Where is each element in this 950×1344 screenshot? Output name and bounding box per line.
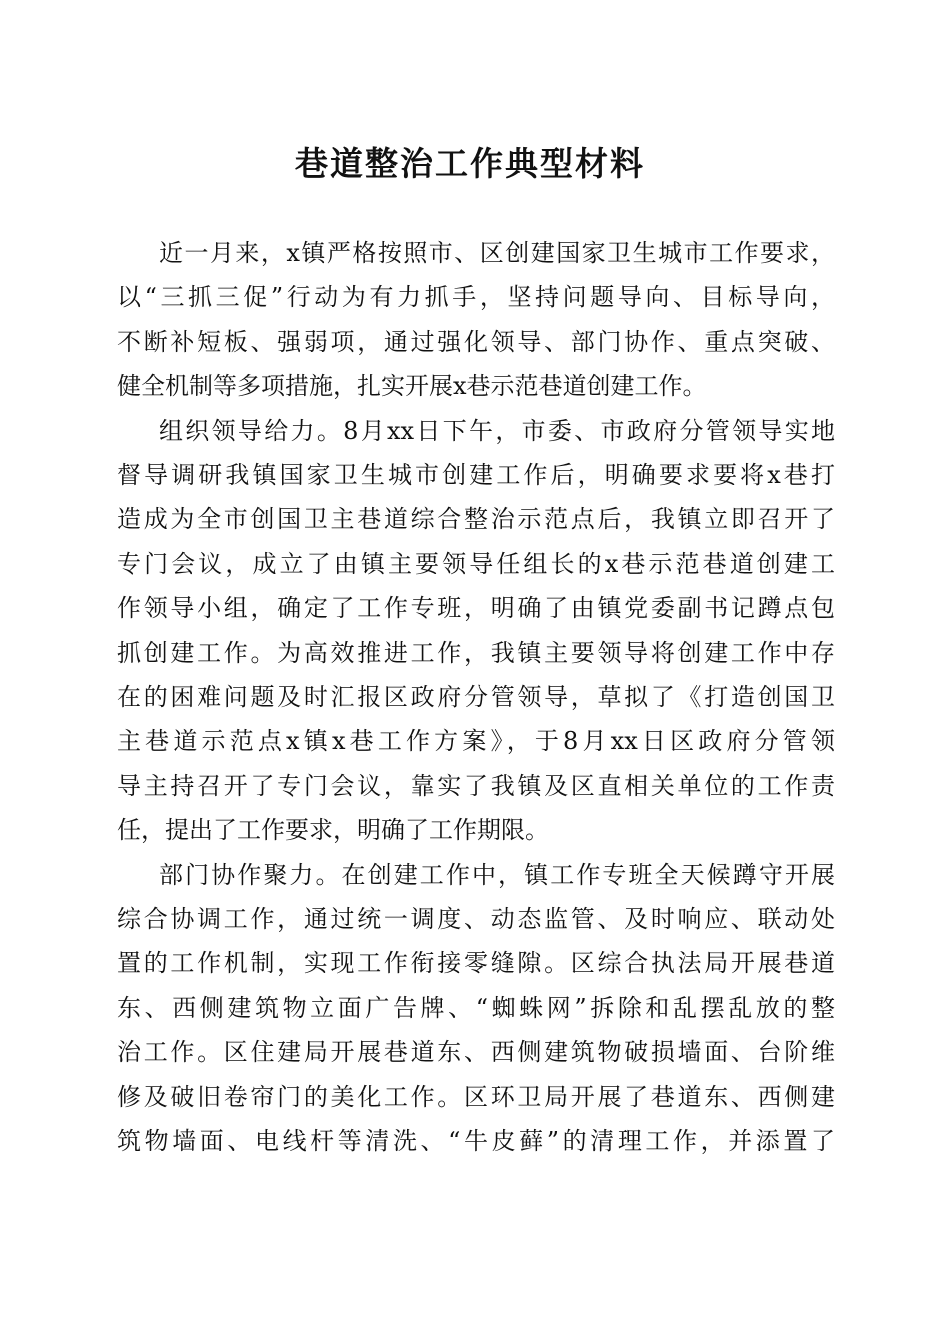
paragraph-1-line: 不断补短板、强弱项，通过强化领导、部门协作、重点突破、 [117, 327, 835, 356]
paragraph-2-line: 导主持召开了专门会议，靠实了我镇及区直相关单位的工作责 [117, 771, 835, 800]
paragraph-3-line: 筑物墙面、电线杆等清洗、“牛皮藓”的清理工作，并添置了 [117, 1127, 835, 1155]
paragraph-1-line: 以“三抓三促”行动为有力抓手，坚持问题导向、目标导向， [117, 283, 835, 312]
paragraph-3-line: 部门协作聚力。在创建工作中，镇工作专班全天候蹲守开展 [159, 860, 835, 889]
paragraph-1-line: 健全机制等多项措施，扎实开展x巷示范巷道创建工作。 [117, 372, 707, 401]
paragraph-3-line: 综合协调工作，通过统一调度、动态监管、及时响应、联动处 [117, 905, 835, 933]
paragraph-2-line: 组织领导给力。8月xx日下午，市委、市政府分管领导实地 [159, 416, 835, 445]
paragraph-3-line: 置的工作机制，实现工作衔接零缝隙。区综合执法局开展巷道 [117, 949, 835, 978]
document-title: 巷道整治工作典型材料 [295, 144, 645, 183]
paragraph-2-line: 主巷道示范点x镇x巷工作方案》，于8月xx日区政府分管领 [117, 727, 835, 756]
paragraph-3-line: 东、西侧建筑物立面广告牌、“蜘蛛网”拆除和乱摆乱放的整 [117, 993, 835, 1022]
paragraph-2-line: 任，提出了工作要求，明确了工作期限。 [117, 816, 549, 845]
paragraph-3-line: 治工作。区住建局开展巷道东、西侧建筑物破损墙面、台阶维 [117, 1038, 835, 1067]
paragraph-2-line: 抓创建工作。为高效推进工作，我镇主要领导将创建工作中存 [117, 638, 835, 667]
paragraph-2-line: 作领导小组，确定了工作专班，明确了由镇党委副书记蹲点包 [117, 594, 835, 623]
paragraph-3-line: 修及破旧卷帘门的美化工作。区环卫局开展了巷道东、西侧建 [117, 1082, 835, 1111]
paragraph-1-line: 近一月来，x镇严格按照市、区创建国家卫生城市工作要求， [159, 239, 835, 267]
paragraph-2-line: 专门会议，成立了由镇主要领导任组长的x巷示范巷道创建工 [117, 549, 835, 578]
paragraph-2-line: 督导调研我镇国家卫生城市创建工作后，明确要求要将x巷打 [117, 461, 835, 489]
paragraph-2-line: 造成为全市创国卫主巷道综合整治示范点后，我镇立即召开了 [117, 505, 835, 534]
paragraph-2-line: 在的困难问题及时汇报区政府分管领导，草拟了《打造创国卫 [117, 683, 835, 711]
